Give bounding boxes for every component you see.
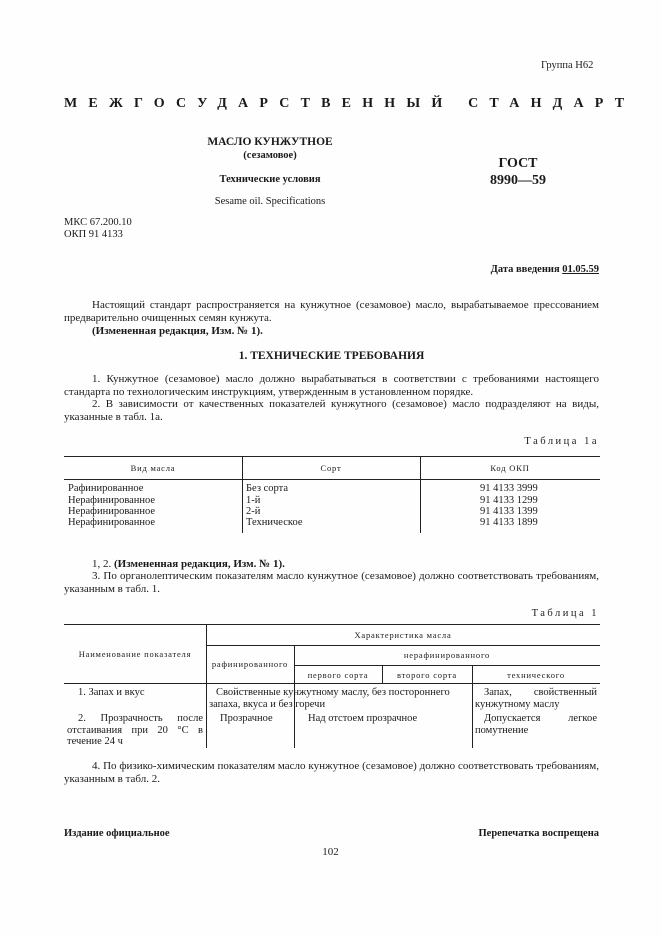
paragraph-1: 1. Кунжутное (сезамовое) масло должно вырабатываться в соответствии с требованиями настоящего стандарта по технологическим инструкциям, утвержденным в установленном порядке. [64,373,599,398]
doc-title: МАСЛО КУНЖУТНОЕ [207,136,333,148]
table-cell: 91 4133 1299 [480,495,538,506]
table-1-header-technical: технического [507,670,565,680]
table-1a-header-type: Вид масла [130,463,176,473]
table-cell: Прозрачное [220,713,273,724]
table-cell: Техническое [246,517,303,528]
table-cell: Нерафинированное [68,506,156,517]
table-1-header-refined: рафинированного [211,659,289,669]
table-1-header-second: второго сорта [397,670,457,680]
table-cell: Без сорта [246,483,288,494]
mks-code: МКС 67.200.10 [64,217,132,228]
section-title: 1. ТЕХНИЧЕСКИЕ ТРЕБОВАНИЯ [238,350,425,362]
paragraph-2: 2. В зависимости от качественных показателей кунжутного (сезамовое) масло подразделяют на виды, указанные в табл. 1а. [64,398,599,423]
table-1a-header-okp: Код ОКП [490,463,530,473]
table-cell: 1. Запах и вкус [78,687,145,698]
table-cell: 1-й [246,495,261,506]
table-cell: запаха, вкуса и без горечи [209,699,326,710]
intro-date: Дата введения 01.05.59 [490,264,599,275]
table-cell: Нерафинированное [68,517,156,528]
table-1-header-unrefined: нерафинированного [403,650,491,660]
intro-date-value: 01.05.59 [562,264,599,275]
paragraph-4: 4. По физико-химическим показателям масло кунжутное (сезамовое) должно соответствовать требованиям, указанным в табл. 2. [64,760,599,785]
amendment-1-2: 1, 2. (Измененная редакция, Изм. № 1). [92,558,285,570]
gost-label: ГОСТ [498,156,538,171]
paragraph-3: 3. По органолептическим показателям масло кунжутное (сезамовое) должно соответствовать требованиям, указанным в табл. 1. [64,570,599,595]
table-cell: Над отстоем прозрачное [308,713,418,724]
table-1-header-first: первого сорта [307,670,369,680]
okp-code: ОКП 91 4133 [64,229,123,240]
table-1-header-characteristic: Характеристика масла [354,630,452,640]
doc-subtitle: (сезамовое) [243,150,297,161]
table-cell: 91 4133 1399 [480,506,538,517]
group-code: Группа Н62 [541,60,594,71]
intro-amendment: (Измененная редакция, Изм. № 1). [92,325,263,337]
page-number: 102 [322,846,339,858]
table-cell: Нерафинированное [68,495,156,506]
intro-paragraph: Настоящий стандарт распространяется на кунжутное (сезамовое) масло, вырабатываемое прессованием предварительно очищенных семян кунжута. [64,299,599,324]
table-1-label: Таблица 1 [531,608,599,619]
table-1a-header-grade: Сорт [320,463,342,473]
table-cell: Запах, свойственный кунжутному маслу [475,687,597,710]
table-cell: 2. Прозрачность после отстаивания при 20 °С в течение 24 ч [67,713,203,747]
table-cell: 91 4133 1899 [480,517,538,528]
doc-english-title: Sesame oil. Specifications [214,196,326,207]
doc-spec: Технические условия [219,174,321,185]
footer-reprint-prohibited: Перепечатка воспрещена [478,828,599,839]
table-cell: 91 4133 3999 [480,483,538,494]
gost-number: 8990—59 [490,173,546,188]
table-cell: 2-й [246,506,261,517]
table-cell: Допускается легкое помутнение [475,713,597,736]
table-1-header-indicator: Наименование показателя [78,649,192,659]
standard-banner: МЕЖГОСУДАРСТВЕННЫЙ СТАНДАРТ [64,96,636,111]
footer-official-edition: Издание официальное [64,828,170,839]
table-cell: Рафинированное [68,483,144,494]
table-1a-label: Таблица 1а [524,436,599,447]
table-cell: Свойственные кунжутному маслу, без постороннего [216,687,450,698]
